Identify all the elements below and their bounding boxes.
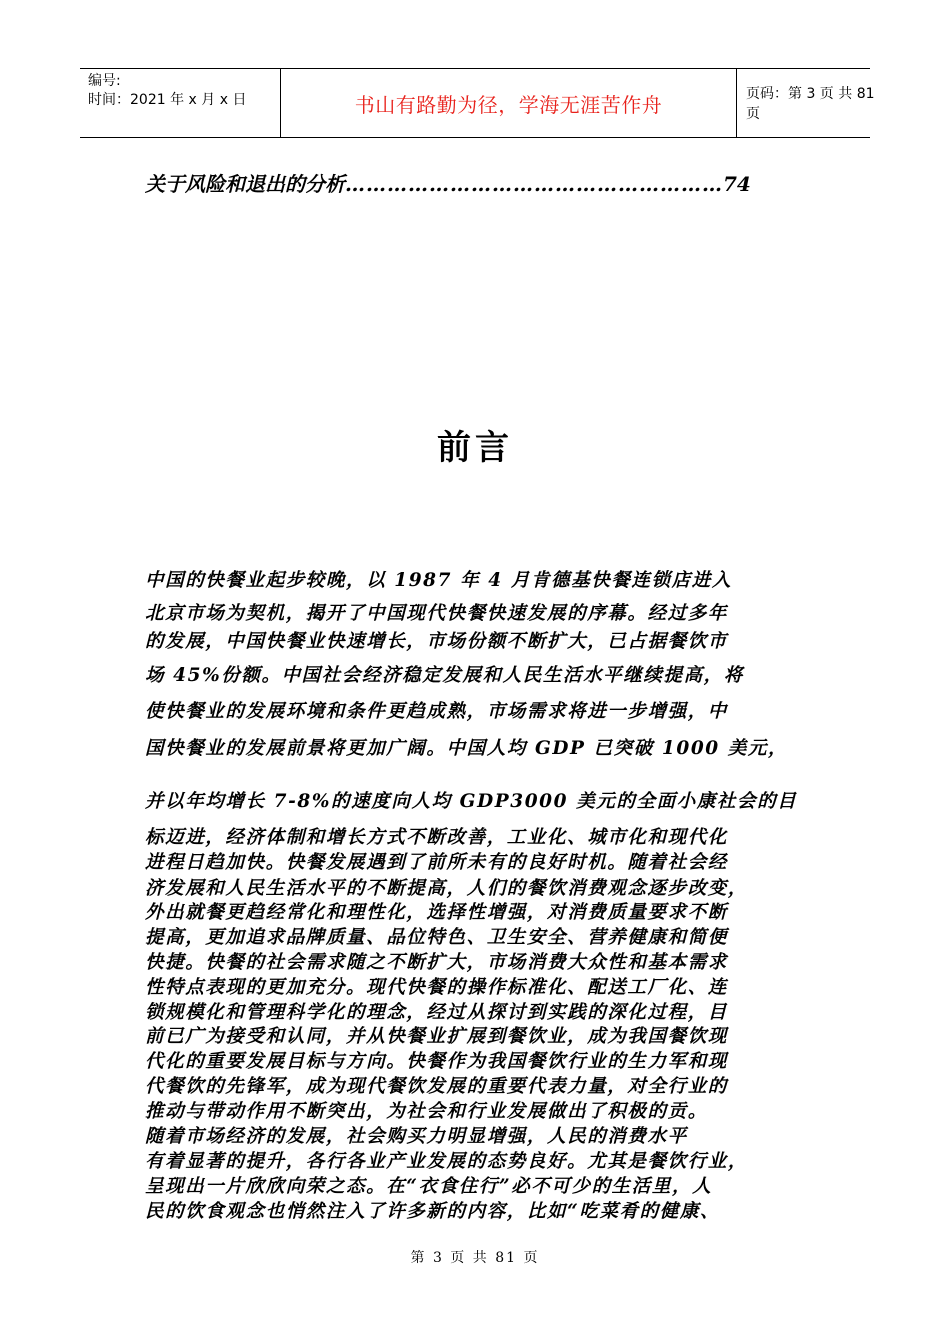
body-line: 前已广为接受和认同，并从快餐业扩展到餐饮业，成为我国餐饮现 bbox=[145, 1026, 728, 1047]
toc-entry-title: 关于风险和退出的分析 bbox=[145, 172, 345, 196]
header-motto: 书山有路勤为径，学海无涯苦作舟 bbox=[280, 69, 737, 137]
toc-entry[interactable] bbox=[145, 168, 815, 198]
body-line: 有着显著的提升，各行各业产业发展的态势良好。尤其是餐饮行业， bbox=[145, 1151, 749, 1172]
body-line: 性特点表现的更加充分。现代快餐的操作标准化、配送工厂化、连 bbox=[145, 977, 728, 998]
toc-entry-page: 74 bbox=[723, 172, 751, 196]
body-line: 提高，更加追求品牌质量、品位特色、卫生安全、营养健康和简便 bbox=[145, 927, 728, 948]
body-line: 代餐饮的先锋军，成为现代餐饮发展的重要代表力量，对全行业的 bbox=[145, 1076, 728, 1097]
page-header bbox=[80, 68, 875, 138]
body-line: 外出就餐更趋经常化和理性化，选择性增强，对消费质量要求不断 bbox=[145, 902, 728, 923]
body-line: 北京市场为契机，揭开了中国现代快餐快速发展的序幕。经过多年 bbox=[145, 603, 728, 624]
body-line: 并以年均增长 7-8%的速度向人均 GDP3000 美元的全面小康社会的目 bbox=[145, 791, 798, 812]
header-number-label: 编号: bbox=[88, 73, 121, 89]
body-line: 民的饮食观念也悄然注入了许多新的内容，比如“吃菜肴的健康、 bbox=[145, 1201, 721, 1222]
body-line: 快捷。快餐的社会需求随之不断扩大，市场消费大众性和基本需求 bbox=[145, 952, 728, 973]
body-line: 国快餐业的发展前景将更加广阔。中国人均 GDP 已突破 1000 美元， bbox=[145, 738, 789, 759]
body-line: 中国的快餐业起步较晚，以 1987 年 4 月肯德基快餐连锁店进入 bbox=[145, 570, 732, 591]
header-page-info: 页码：第 3 页 共 81 页 bbox=[746, 86, 875, 122]
body-line: 标迈进，经济体制和增长方式不断改善，工业化、城市化和现代化 bbox=[145, 827, 728, 848]
toc-leader-dots: ……………………………………………… bbox=[345, 172, 723, 196]
header-info-cell bbox=[80, 69, 280, 137]
body-line: 代化的重要发展目标与方向。快餐作为我国餐饮行业的生力军和现 bbox=[145, 1051, 728, 1072]
body-line: 呈现出一片欣欣向荣之态。在“衣食住行”必不可少的生活里，人 bbox=[145, 1176, 713, 1197]
body-line: 的发展，中国快餐业快速增长，市场份额不断扩大，已占据餐饮市 bbox=[145, 631, 728, 652]
body-line: 推动与带动作用不断突出，为社会和行业发展做出了积极的贡。 bbox=[145, 1101, 708, 1122]
page-footer: 第 3 页 共 81 页 bbox=[410, 1250, 540, 1266]
body-line: 锁规模化和管理科学化的理念，经过从探讨到实践的深化过程，目 bbox=[145, 1002, 728, 1023]
body-line: 场 45%份额。中国社会经济稳定发展和人民生活水平继续提高，将 bbox=[145, 665, 744, 686]
body-line: 济发展和人民生活水平的不断提高，人们的餐饮消费观念逐步改变， bbox=[145, 878, 749, 899]
section-title: 前言 bbox=[437, 428, 513, 468]
body-line: 进程日趋加快。快餐发展遇到了前所未有的良好时机。随着社会经 bbox=[145, 852, 728, 873]
body-line: 使快餐业的发展环境和条件更趋成熟，市场需求将进一步增强，中 bbox=[145, 701, 728, 722]
body-line: 随着市场经济的发展，社会购买力明显增强，人民的消费水平 bbox=[145, 1126, 688, 1147]
header-time-label: 时间：2021 年 x 月 x 日 bbox=[88, 92, 247, 108]
